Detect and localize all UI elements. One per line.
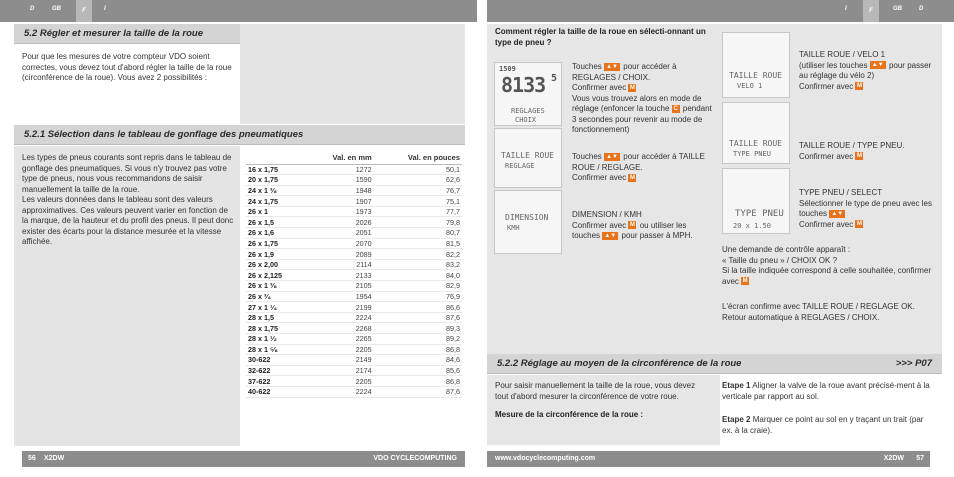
arrow-buttons-icon: ▲▼ [604,153,620,161]
cell-mm: 2026 [306,217,374,228]
cell-size: 26 x 1 ³⁄₈ [246,281,306,292]
cell-mm: 2224 [306,386,374,397]
table-row [246,281,462,292]
lang-tab-gb[interactable]: GB [893,6,902,12]
cell-mm: 1948 [306,185,374,196]
table-row [246,312,462,323]
table-row [246,291,462,302]
cell-in: 83,2 [374,259,462,270]
arrow-buttons-icon: ▲▼ [870,61,886,69]
cell-mm: 2051 [306,228,374,239]
step-3-text: DIMENSION / KMH Confirmer avec M ou utiliser les touches ▲▼ pour passer à MPH. [572,210,693,240]
cell-size: 24 x 1 ³⁄₈ [246,185,306,196]
cell-size: 16 x 1,75 [246,164,306,175]
table-row [246,376,462,387]
table-row [246,365,462,376]
language-bar-left [0,0,477,22]
table-row [246,386,462,397]
table-row [246,196,462,207]
lcd-display-main: 1509 8133 5 REGLAGES CHOIX [494,62,562,126]
cell-size: 28 x 1 ⁵⁄₈ [246,344,306,355]
cell-size: 26 x 1,75 [246,238,306,249]
cell-in: 77,7 [374,206,462,217]
cell-in: 86,8 [374,376,462,387]
lcd-display-type-pneu: TAILLE ROUE TYPE PNEU [722,102,790,164]
cell-size: 26 x 2,125 [246,270,306,281]
cell-mm: 2265 [306,334,374,345]
cell-in: 87,6 [374,386,462,397]
arrow-buttons-icon: ▲▼ [602,232,618,240]
table-row [246,249,462,260]
col-header-inches: Val. en pouces [374,152,462,164]
m-button-icon: M [629,222,635,229]
cell-in: 86,6 [374,302,462,313]
right-step-1: TAILLE ROUE / VELO 1 (utiliser les touches ▲▼ pour passer au réglage du vélo 2) Confirmer avec M [799,50,932,91]
confirm-text: L'écran confirme avec TAILLE ROUE / REGLAGE OK. Retour automatique à REGLAGES / CHOIX. [722,302,915,322]
cell-size: 24 x 1,75 [246,196,306,207]
cell-size: 37-622 [246,376,306,387]
lang-tab-d[interactable]: D [30,6,35,12]
table-row [246,217,462,228]
grey-panel [240,24,465,124]
cell-mm: 2089 [306,249,374,260]
lang-tab-i[interactable]: I [845,6,847,12]
cell-in: 84,6 [374,355,462,366]
table-row [246,185,462,196]
table-row [246,238,462,249]
table-row [246,228,462,239]
cell-size: 32-622 [246,365,306,376]
cell-size: 26 x 1,6 [246,228,306,239]
table-row [246,344,462,355]
m-button-icon: M [629,84,635,91]
lcd-display-select: TYPE PNEU 20 x 1.50 [722,168,790,234]
model-name: X2DW [44,455,65,462]
cell-mm: 2105 [306,281,374,292]
cell-mm: 2199 [306,302,374,313]
lang-tab-gb[interactable]: GB [52,6,61,12]
step-2-text: Touches ▲▼ pour accéder à TAILLE ROUE / REGLAGE. Confirmer avec M [572,152,705,182]
cell-in: 82,9 [374,281,462,292]
cell-size: 26 x 1 [246,206,306,217]
cell-mm: 2114 [306,259,374,270]
question: Comment régler la taille de la roue en sélecti-onnant un type de pneu ? [495,27,706,47]
cell-mm: 1954 [306,291,374,302]
cell-size: 27 x 1 ¹⁄₄ [246,302,306,313]
lcd-display-velo1: TAILLE ROUE VELO 1 [722,32,790,98]
cell-size: 26 x ³⁄₄ [246,291,306,302]
table-row [246,270,462,281]
measure-heading: Mesure de la circonférence de la roue : [495,410,644,419]
table-body [246,164,462,397]
m-button-icon: M [629,174,635,181]
footer-left [22,451,465,467]
tire-size-table [246,152,462,398]
section-title: 5.2.1 Sélection dans le tableau de gonflage des pneumatiques [24,129,304,140]
cell-in: 81,5 [374,238,462,249]
cell-mm: 2205 [306,376,374,387]
col-header-mm: Val. en mm [306,152,374,164]
table-row [246,355,462,366]
cell-mm: 1590 [306,175,374,186]
lang-tab-d[interactable]: D [919,6,924,12]
c-button-icon: C [673,105,678,112]
cell-mm: 2133 [306,270,374,281]
cell-in: 79,8 [374,217,462,228]
table-row [246,175,462,186]
cell-in: 50,1 [374,164,462,175]
cell-mm: 2149 [306,355,374,366]
cell-in: 76,9 [374,291,462,302]
table-row [246,302,462,313]
footer-right [487,451,930,467]
lang-tab-f-active[interactable]: F [76,0,92,22]
model-name: X2DW [883,455,904,462]
section-5-2-header [14,24,240,44]
cell-in: 87,6 [374,312,462,323]
section-5-2-2-header [487,354,942,374]
cell-in: 82,2 [374,249,462,260]
table-row [246,334,462,345]
cell-size: 26 x 1,9 [246,249,306,260]
cell-mm: 1973 [306,206,374,217]
cell-size: 40-622 [246,386,306,397]
cell-size: 28 x 1 ¹⁄₂ [246,334,306,345]
arrow-buttons-icon: ▲▼ [604,63,620,71]
cell-size: 30-622 [246,355,306,366]
cell-mm: 1907 [306,196,374,207]
right-step-3: TYPE PNEU / SELECT Sélectionner le type de pneu avec les touches ▲▼ Confirmer avec M [799,188,932,229]
cell-mm: 2205 [306,344,374,355]
lang-tab-f-active[interactable]: F [863,0,879,22]
cell-size: 28 x 1,5 [246,312,306,323]
tire-text: Les types de pneus courants sont repris dans le tableau de gonflage des pneumatiques. Si vous n'y trouvez pas votre type de pneus, nous vous recommandons de saisir manuellement la taille de la roue. Les valeurs données dans le tableau sont des valeurs approximatives. Ces valeurs peuvent varier en fonction de la marque, de la hauteur et du profil des pneus. Il peut donc exister des écarts pour la distance mesurée et la vitesse affichée. [22,153,234,246]
brand-name: VDO CYCLECOMPUTING [373,455,457,462]
cell-size: 28 x 1,75 [246,323,306,334]
page-number: 56 [28,455,36,462]
m-button-icon: M [742,278,748,285]
step-1-text: Touches ▲▼ pour accéder à REGLAGES / CHOIX. Confirmer avec M Vous vous trouvez alors en mode de réglage (enfoncer la touche C pendant 3 secondes pour revenir au mode de fonctionnement) [572,62,712,134]
cell-in: 85,6 [374,365,462,376]
arrow-buttons-icon: ▲▼ [829,210,845,218]
control-request-text: Une demande de contrôle apparaît : « Taille du pneu » / CHOIX OK ? Si la taille indiquée correspond à celle souhaitée, confirmer avec M [722,245,932,286]
cell-in: 80,7 [374,228,462,239]
m-button-icon: M [856,153,862,160]
lcd-display-taille-roue: TAILLE ROUE REGLAGE [494,128,562,188]
cell-mm: 2224 [306,312,374,323]
cell-in: 89,2 [374,334,462,345]
page-gutter [477,0,487,477]
cell-mm: 2174 [306,365,374,376]
lang-tab-i[interactable]: I [104,6,106,12]
cell-in: 75,1 [374,196,462,207]
website-link[interactable]: www.vdocyclecomputing.com [495,455,596,462]
etape-1: Etape 1 Aligner la valve de la roue avant précisé-ment à la verticale par rapport au sol. [722,381,930,401]
right-step-2: TAILLE ROUE / TYPE PNEU. Confirmer avec M [799,141,905,161]
table-header-row [246,152,462,164]
lcd-display-dimension: DIMENSION KMH [494,190,562,254]
cell-in: 76,7 [374,185,462,196]
page-reference-link[interactable]: >>> P07 [895,358,932,369]
m-button-icon: M [856,83,862,90]
cell-size: 26 x 2,00 [246,259,306,270]
table-row [246,206,462,217]
language-bar-right [477,0,954,22]
section-5-2-1-header [14,125,465,145]
cell-mm: 2070 [306,238,374,249]
cell-mm: 1272 [306,164,374,175]
cell-in: 86,8 [374,344,462,355]
cell-in: 84,0 [374,270,462,281]
section-title: 5.2.2 Réglage au moyen de la circonférence de la roue [497,358,742,369]
page-number: 57 [916,455,924,462]
cell-in: 62,6 [374,175,462,186]
cell-in: 89,3 [374,323,462,334]
m-button-icon: M [856,221,862,228]
etape-2: Etape 2 Marquer ce point au sol en y traçant un trait (par ex. à la craie). [722,415,924,435]
cell-size: 20 x 1,75 [246,175,306,186]
cell-mm: 2268 [306,323,374,334]
cell-size: 26 x 1,5 [246,217,306,228]
section-title: 5.2 Régler et mesurer la taille de la roue [24,28,203,39]
table-row [246,164,462,175]
manual-text: Pour saisir manuellement la taille de la roue, vous devez tout d'abord mesurer la circonférence de votre roue. Mesure de la circonférence de la roue : [495,381,700,421]
table-row [246,259,462,270]
table-row [246,323,462,334]
intro-paragraph: Pour que les mesures de votre compteur VDO soient correctes, vous devez tout d'abord régler la taille de la roue (circonférence de la roue). Vous avez 2 possibilités : [22,52,232,82]
